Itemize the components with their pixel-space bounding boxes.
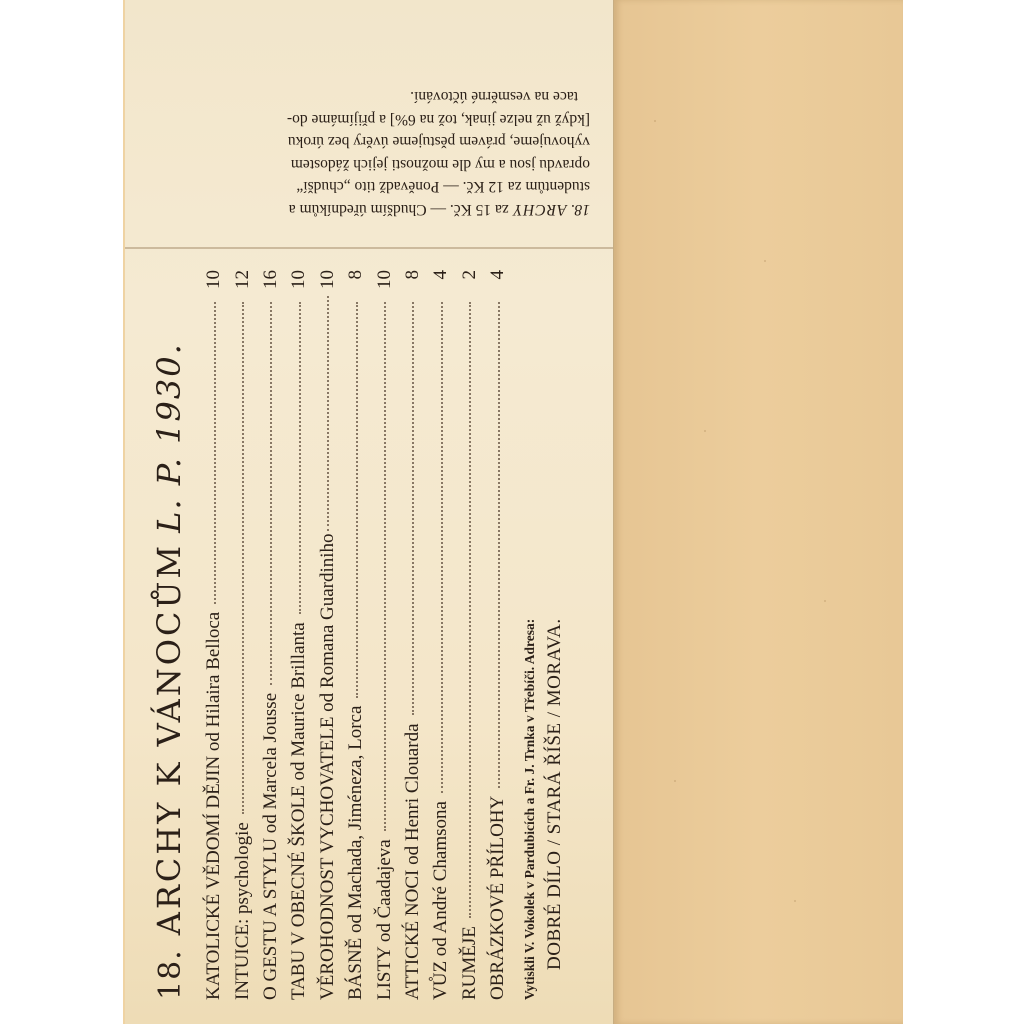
toc-page: 10 xyxy=(316,270,338,289)
toc-title: OBRÁZKOVÉ PŘÍLOHY xyxy=(487,795,509,1000)
cover-board xyxy=(612,0,903,1024)
note-archy: ARCHY xyxy=(512,201,567,218)
leader-dots xyxy=(440,302,443,793)
leader-dots xyxy=(383,302,386,831)
toc-title: LISTY od Čaadajeva xyxy=(373,839,395,1000)
note-line: vyhovujeme, právem pěstujeme úvěry bez úroku xyxy=(287,133,590,151)
fold-line xyxy=(125,247,613,249)
toc-title: ATTICKÉ NOCI od Henri Clouarda xyxy=(401,723,423,1000)
price-note xyxy=(150,60,590,220)
note-line: tace na vesměrné účtování. xyxy=(410,88,578,106)
toc-title: BÁSNĚ od Machada, Jiméneza, Lorca xyxy=(345,705,367,1000)
toc-title: VŮZ od André Chamsona xyxy=(430,801,452,1000)
toc-page: 16 xyxy=(259,270,281,289)
toc-row xyxy=(399,270,427,1000)
note-line1-rest: za 15 Kč. — Chudším úředníkům a xyxy=(288,201,509,218)
leader-dots xyxy=(241,302,244,814)
toc-page: 10 xyxy=(203,270,225,289)
note-line: [když už nelze jinak, tož na 6%] a přijímáme do- xyxy=(287,111,590,128)
toc-page: 10 xyxy=(288,270,310,289)
note-line: studentům za 12 Kč. — Poněvadž tito „chudší“ xyxy=(296,178,590,196)
leader-dots xyxy=(298,302,301,614)
leader-dots xyxy=(468,302,471,918)
publisher-address: DOBRÉ DÍLO / STARÁ ŘÍŠE / MORAVA. xyxy=(544,618,566,970)
leader-dots xyxy=(326,296,329,531)
toc-title: TABU V OBECNÉ ŠKOLE od Maurice Brillanta xyxy=(288,622,310,1000)
table-of-contents xyxy=(200,270,512,1000)
toc-title: VĚROHODNOST VYCHOVATELE od Romana Guardiniho xyxy=(316,533,338,1000)
toc-title: KATOLICKÉ VĚDOMÍ DĚJIN od Hilaira Belloca xyxy=(203,611,225,1000)
leader-dots xyxy=(213,302,216,604)
toc-page: 8 xyxy=(345,270,367,280)
toc-title: RUMĚJE xyxy=(458,926,480,1000)
leader-dots xyxy=(355,302,358,698)
toc-row xyxy=(314,270,342,1000)
toc-row xyxy=(342,270,370,1000)
title-number: 18. xyxy=(153,949,188,1000)
paper-speck xyxy=(824,600,826,602)
leader-dots xyxy=(411,302,414,715)
toc-page: 8 xyxy=(401,270,423,280)
toc-page: 4 xyxy=(430,270,452,280)
toc-page: 4 xyxy=(487,270,509,280)
contents-block xyxy=(150,270,590,1000)
leader-dots xyxy=(269,302,272,685)
toc-row xyxy=(257,270,285,1000)
toc-page: 2 xyxy=(458,270,480,280)
paper-speck xyxy=(794,900,796,902)
toc-row xyxy=(427,270,455,1000)
imprint-line: Vytiskli V. Vokolek v Pardubicích a Fr. J. Trnka v Třebíči. Adresa: xyxy=(522,618,538,1000)
leader-dots xyxy=(497,302,500,788)
paper-speck xyxy=(654,120,656,122)
toc-title: O GESTU A STYLU od Marcela Jousse xyxy=(259,692,281,1000)
toc-page: 12 xyxy=(231,270,253,289)
note-line xyxy=(150,198,590,221)
note-line: opravdu jsou a my dle možnosti jejich žádostem xyxy=(290,156,590,173)
paper-speck xyxy=(764,260,766,262)
toc-row xyxy=(370,270,398,1000)
toc-row xyxy=(228,270,256,1000)
paper-speck xyxy=(674,780,676,782)
toc-row xyxy=(285,270,313,1000)
toc-row xyxy=(200,270,228,1000)
paper-speck xyxy=(704,430,706,432)
toc-row xyxy=(456,270,484,1000)
toc-title: INTUICE: psychologie xyxy=(231,822,253,1000)
page-title xyxy=(150,270,198,1000)
toc-page: 10 xyxy=(373,270,395,289)
toc-row xyxy=(484,270,512,1000)
note-number: 18. xyxy=(570,201,590,218)
title-main: ARCHY K VÁNOCŮM xyxy=(150,542,188,936)
title-suffix: L. P. 1930. xyxy=(150,342,188,533)
